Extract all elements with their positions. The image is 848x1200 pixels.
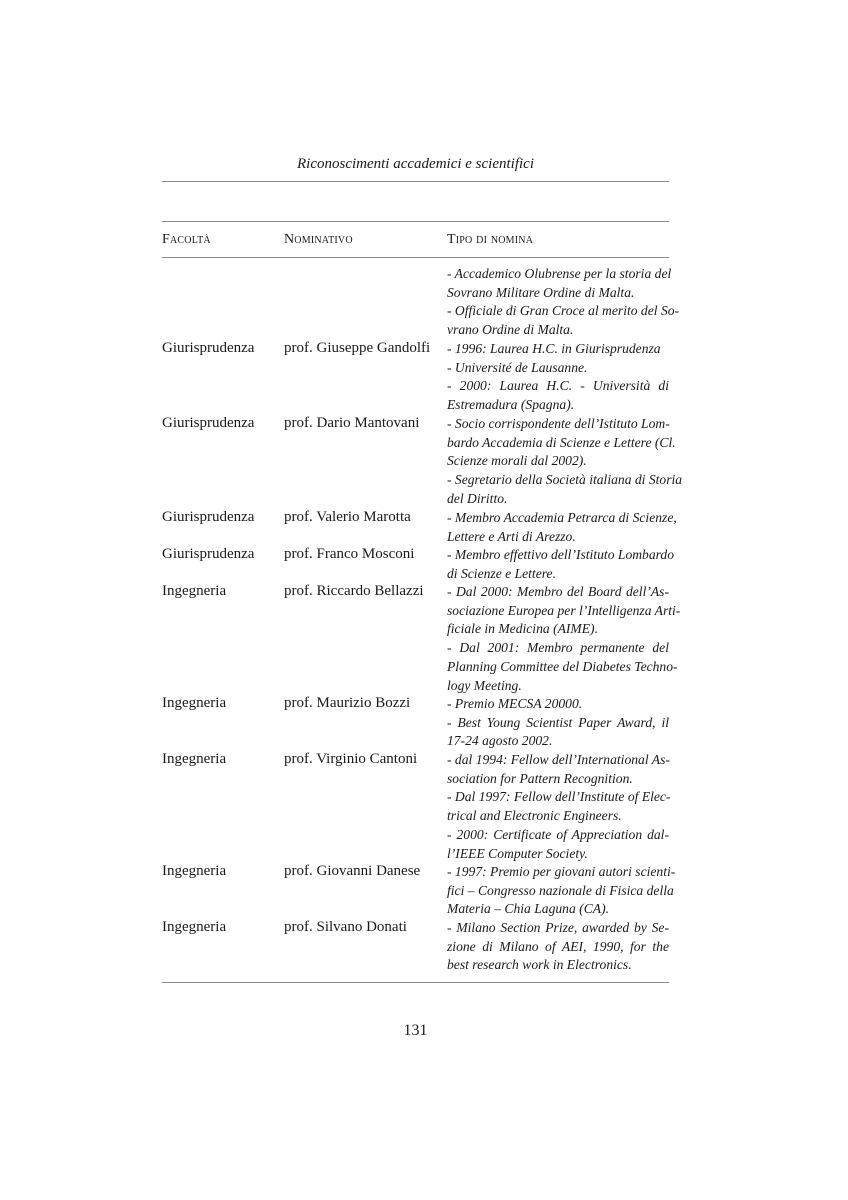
nomina-line: - Segretario della Società italiana di Storia — [447, 472, 683, 488]
nomina-line: Sovrano Militare Ordine di Malta. — [447, 284, 635, 300]
nomina-line: del Diritto. — [447, 490, 508, 506]
cell-facolta: Ingegneria — [162, 863, 227, 879]
cell-nominativo: prof. Maurizio Bozzi — [284, 695, 411, 711]
nomina-line: - dal 1994: Fellow dell’International As- — [447, 752, 670, 767]
nomina-line: - Premio MECSA 20000. — [447, 696, 583, 711]
column-header-tipo-di-nomina: Tipo di nomina — [447, 232, 534, 247]
cell-facolta: Ingegneria — [162, 919, 227, 935]
cell-tipo-di-nomina — [447, 509, 677, 546]
column-header-facolta: Facoltà — [162, 232, 211, 247]
cell-tipo-di-nomina — [447, 583, 681, 695]
nomina-line: - 2000: Certificate of Appreciation dal- — [447, 826, 669, 842]
cell-facolta: Ingegneria — [162, 695, 227, 711]
nomina-line: - 1997: Premio per giovani autori scienti- — [447, 864, 676, 879]
nomina-line: - Socio corrispondente dell’Istituto Lom- — [447, 416, 670, 431]
nomina-line: Lettere e Arti di Arezzo. — [447, 528, 576, 544]
cell-tipo-di-nomina — [447, 415, 683, 509]
cell-nominativo: prof. Dario Mantovani — [284, 415, 420, 431]
table-header-rule — [162, 257, 669, 258]
header-rule — [162, 181, 669, 182]
nomina-line: - Membro Accademia Petrarca di Scienze, — [447, 510, 677, 525]
cell-tipo-di-nomina — [447, 546, 675, 583]
nomina-line: Planning Committee del Diabetes Techno- — [447, 658, 678, 674]
running-head: Riconoscimenti accademici e scientifici — [297, 156, 534, 172]
cell-nominativo: prof. Giovanni Danese — [284, 863, 421, 879]
nomina-line: sociazione Europea per l’Intelligenza Arti- — [447, 602, 681, 618]
cell-tipo-di-nomina — [447, 751, 669, 863]
nomina-line: - Dal 2000: Membro del Board dell’As- — [447, 584, 669, 599]
cell-tipo-di-nomina — [447, 863, 676, 919]
cell-nominativo: prof. Riccardo Bellazzi — [284, 583, 424, 599]
cell-facolta: Giurisprudenza — [162, 339, 255, 356]
nomina-line: 17-24 agosto 2002. — [447, 733, 553, 749]
nomina-line: Scienze morali dal 2002). — [447, 453, 587, 469]
cell-nominativo: prof. Silvano Donati — [284, 919, 407, 935]
nomina-line: logy Meeting. — [447, 677, 522, 693]
nomina-line: l’IEEE Computer Society. — [447, 845, 588, 861]
nomina-line: - Dal 1997: Fellow dell’Institute of Elec- — [447, 789, 671, 805]
nomina-line: - Membro effettivo dell’Istituto Lombardo — [447, 547, 675, 562]
cell-nominativo: prof. Franco Mosconi — [284, 546, 415, 562]
cell-nominativo: prof. Valerio Marotta — [284, 509, 411, 525]
nomina-line: Estremadura (Spagna). — [447, 396, 575, 412]
cell-facolta: Giurisprudenza — [162, 415, 255, 431]
cell-nominativo: prof. Virginio Cantoni — [284, 751, 418, 767]
page-number: 131 — [403, 1022, 428, 1039]
nomina-line: vrano Ordine di Malta. — [447, 322, 574, 338]
table-top-rule — [162, 221, 669, 222]
nomina-line: - 2000: Laurea H.C. - Università di — [447, 378, 669, 394]
nomina-line: best research work in Electronics. — [447, 957, 632, 973]
cell-facolta: Giurisprudenza — [162, 546, 255, 562]
nomina-line: - Best Young Scientist Paper Award, il — [447, 714, 669, 730]
table-bottom-rule — [162, 982, 669, 983]
nomina-line: - Milano Section Prize, awarded by Se- — [447, 920, 669, 935]
cell-tipo-di-nomina — [447, 919, 669, 975]
cell-nominativo: prof. Giuseppe Gandolfi — [284, 339, 431, 356]
cell-tipo-di-nomina — [447, 265, 680, 415]
cell-facolta: Ingegneria — [162, 751, 227, 767]
cell-facolta: Ingegneria — [162, 583, 227, 599]
nomina-line: bardo Accademia di Scienze e Lettere (Cl. — [447, 434, 676, 450]
nomina-line: - Université de Lausanne. — [447, 359, 588, 375]
nomina-line: - 1996: Laurea H.C. in Giurisprudenza — [447, 340, 661, 356]
nomina-line: di Scienze e Lettere. — [447, 565, 556, 581]
nomina-line: ficiale in Medicina (AIME). — [447, 621, 598, 637]
nomina-line: - Accademico Olubrense per la storia del — [447, 266, 672, 281]
cell-facolta: Giurisprudenza — [162, 509, 255, 525]
nomina-line: sociation for Pattern Recognition. — [447, 770, 633, 786]
nomina-line: fici – Congresso nazionale di Fisica della — [447, 882, 674, 898]
nomina-line: - Dal 2001: Membro permanente del — [447, 640, 669, 656]
column-header-nominativo: Nominativo — [284, 232, 353, 247]
nomina-line: - Officiale di Gran Croce al merito del So- — [447, 303, 680, 319]
nomina-line: trical and Electronic Engineers. — [447, 808, 622, 824]
cell-tipo-di-nomina — [447, 695, 669, 751]
nomina-line: zione di Milano of AEI, 1990, for the — [447, 938, 669, 954]
nomina-line: Materia – Chia Laguna (CA). — [447, 901, 609, 917]
